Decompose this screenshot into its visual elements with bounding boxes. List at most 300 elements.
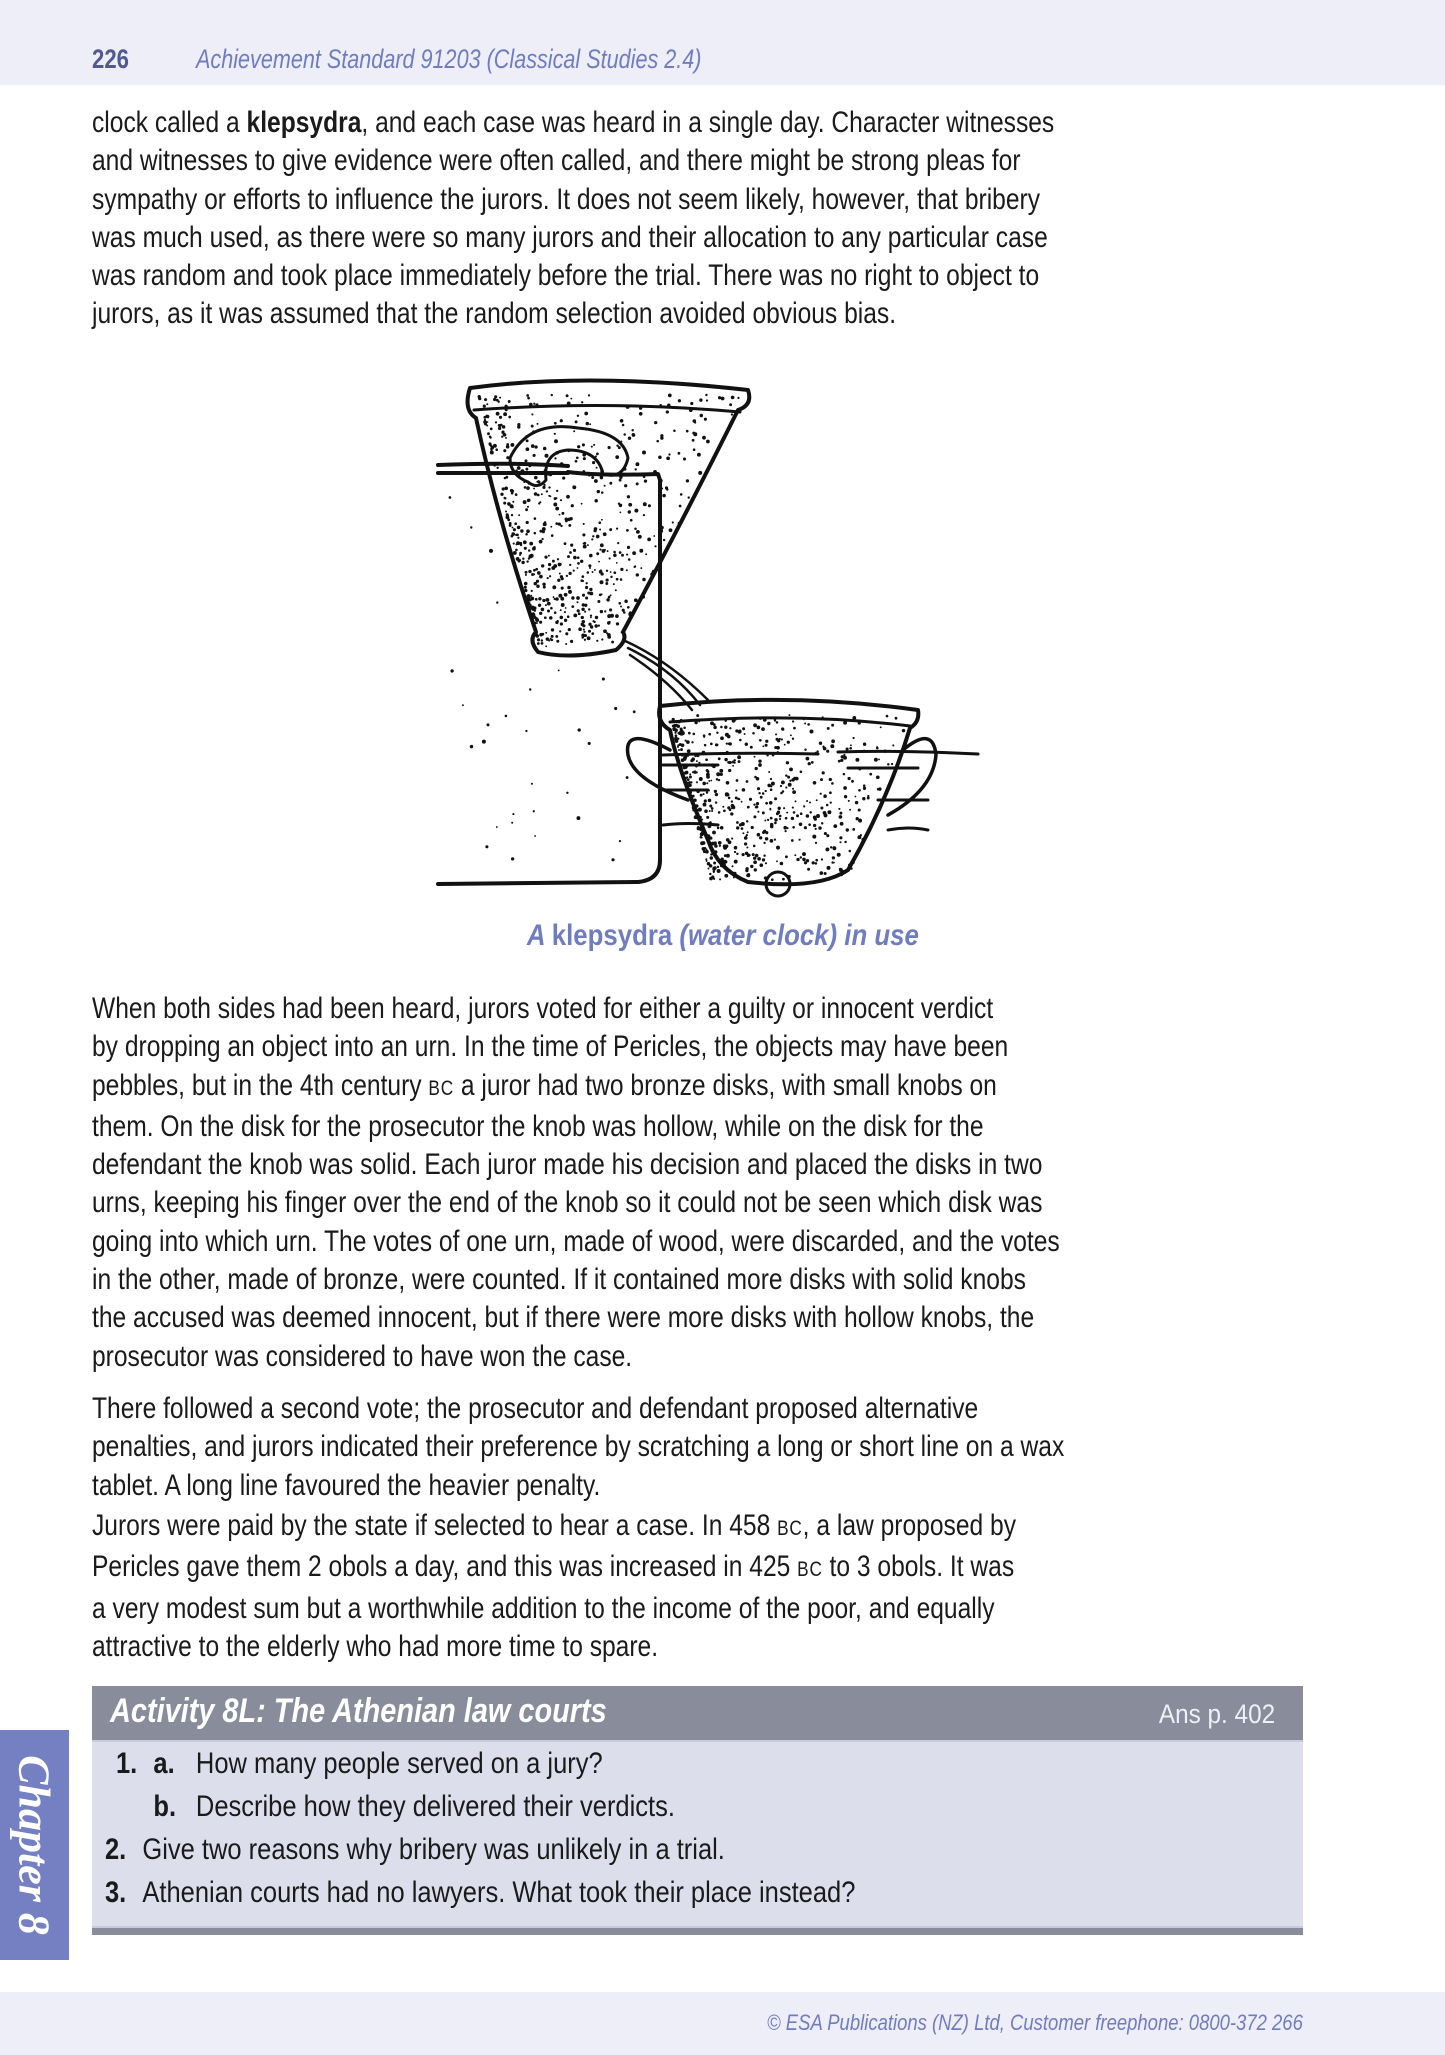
stipple-dot bbox=[511, 514, 513, 516]
stipple-dot bbox=[712, 831, 716, 835]
stipple-dot bbox=[554, 439, 558, 443]
stipple-dot bbox=[730, 812, 733, 815]
stipple-dot bbox=[731, 396, 735, 400]
stipple-dot bbox=[713, 723, 716, 726]
stipple-dot bbox=[623, 433, 626, 436]
stipple-dot bbox=[545, 645, 547, 647]
stipple-dot bbox=[727, 806, 730, 809]
stipple-dot bbox=[541, 639, 543, 641]
stipple-dot bbox=[774, 718, 777, 721]
stipple-dot bbox=[545, 454, 549, 458]
stipple-dot bbox=[684, 765, 687, 768]
stipple-dot bbox=[620, 568, 623, 571]
stipple-dot bbox=[796, 814, 799, 817]
stipple-dot bbox=[672, 718, 675, 721]
stipple-dot bbox=[785, 830, 787, 832]
stipple-dot bbox=[809, 801, 811, 803]
stipple-dot bbox=[703, 793, 705, 795]
stipple-dot bbox=[650, 572, 654, 576]
stipple-dot bbox=[753, 845, 756, 848]
stipple-dot bbox=[668, 394, 672, 398]
stipple-dot bbox=[780, 862, 784, 866]
stipple-dot bbox=[591, 476, 594, 479]
stipple-dot bbox=[719, 769, 723, 773]
stipple-dot bbox=[711, 876, 714, 879]
stipple-dot bbox=[804, 723, 806, 725]
stipple-dot bbox=[780, 785, 782, 787]
stipple-dot bbox=[724, 758, 727, 761]
stipple-dot bbox=[582, 620, 585, 623]
stipple-dot bbox=[542, 486, 545, 489]
stipple-dot bbox=[531, 573, 534, 576]
stipple-dot bbox=[705, 394, 707, 396]
stipple-dot bbox=[620, 606, 622, 608]
stipple-dot bbox=[800, 823, 802, 825]
intro-paragraph bbox=[92, 104, 1306, 334]
stipple-dot bbox=[695, 804, 698, 807]
stipple-dot bbox=[588, 630, 591, 633]
stipple-dot bbox=[609, 482, 612, 485]
text-span: attractive to the elderly who had more time to spare. bbox=[92, 1629, 659, 1663]
stipple-dot bbox=[525, 459, 528, 462]
stipple-dot bbox=[692, 806, 695, 809]
stipple-dot bbox=[702, 782, 706, 786]
stipple-dot bbox=[759, 863, 763, 867]
stipple-dot bbox=[867, 797, 870, 800]
stipple-dot bbox=[774, 818, 777, 821]
stipple-dot bbox=[560, 525, 562, 527]
stipple-dot bbox=[858, 808, 861, 811]
stipple-dot bbox=[825, 847, 829, 851]
stipple-dot bbox=[827, 810, 831, 814]
era-abbreviation: BC bbox=[428, 1076, 455, 1100]
stipple-dot bbox=[470, 526, 472, 528]
stipple-dot bbox=[852, 716, 856, 720]
stipple-dot bbox=[511, 532, 515, 536]
stipple-dot bbox=[493, 444, 497, 448]
stipple-dot bbox=[517, 466, 521, 470]
stipple-dot bbox=[517, 537, 519, 539]
stipple-dot bbox=[758, 763, 762, 767]
stipple-dot bbox=[838, 760, 841, 763]
stipple-dot bbox=[591, 538, 593, 540]
stipple-dot bbox=[590, 617, 592, 619]
stipple-dot bbox=[824, 872, 827, 875]
stipple-dot bbox=[843, 773, 846, 776]
text-span: the accused was deemed innocent, but if there were more disks with hollow knobs, the bbox=[92, 1301, 1035, 1335]
stipple-dot bbox=[485, 415, 488, 418]
stipple-dot bbox=[626, 554, 628, 556]
stipple-dot bbox=[895, 717, 898, 720]
stipple-dot bbox=[815, 862, 818, 865]
paragraph bbox=[92, 1507, 1306, 1666]
stipple-dot bbox=[660, 526, 664, 530]
stipple-dot bbox=[616, 444, 618, 446]
stipple-dot bbox=[858, 721, 861, 724]
text-line bbox=[92, 1299, 1306, 1337]
stipple-dot bbox=[619, 551, 622, 554]
stipple-dot bbox=[680, 748, 683, 751]
stipple-dot bbox=[758, 760, 761, 763]
stipple-dot bbox=[571, 504, 574, 507]
stipple-dot bbox=[726, 751, 729, 754]
stipple-dot bbox=[830, 744, 834, 748]
stipple-dot bbox=[732, 765, 734, 767]
stipple-dot bbox=[748, 873, 750, 875]
stipple-dot bbox=[537, 494, 540, 497]
stipple-dot bbox=[527, 397, 530, 400]
stipple-dot bbox=[572, 485, 576, 489]
stipple-dot bbox=[536, 622, 538, 624]
stipple-dot bbox=[781, 738, 783, 740]
stipple-dot bbox=[596, 640, 598, 642]
stipple-dot bbox=[755, 767, 758, 770]
stipple-dot bbox=[719, 845, 721, 847]
stipple-dot bbox=[892, 744, 894, 746]
stipple-dot bbox=[654, 421, 657, 424]
stipple-dot bbox=[538, 597, 541, 600]
stipple-dot bbox=[573, 430, 575, 432]
stipple-dot bbox=[632, 433, 636, 437]
stipple-dot bbox=[870, 720, 872, 722]
stipple-dot bbox=[702, 436, 706, 440]
stipple-dot bbox=[450, 669, 453, 672]
stipple-dot bbox=[503, 502, 506, 505]
stipple-dot bbox=[770, 788, 773, 791]
stipple-dot bbox=[634, 509, 638, 513]
text-line bbox=[92, 1108, 1306, 1146]
stipple-dot bbox=[559, 630, 561, 632]
stipple-dot bbox=[831, 861, 833, 863]
question-number: 1. bbox=[116, 1747, 138, 1780]
stipple-dot bbox=[756, 802, 759, 805]
stipple-dot bbox=[535, 403, 538, 406]
stipple-dot bbox=[636, 482, 639, 485]
stipple-dot bbox=[643, 514, 645, 516]
stipple-dot bbox=[555, 635, 558, 638]
stipple-dot bbox=[546, 490, 548, 492]
stipple-dot bbox=[860, 767, 862, 769]
stipple-dot bbox=[687, 778, 690, 781]
text-line bbox=[92, 1338, 1306, 1376]
stipple-dot bbox=[577, 567, 579, 569]
stipple-dot bbox=[600, 580, 604, 584]
stipple-dot bbox=[550, 639, 553, 642]
stipple-dot bbox=[543, 447, 547, 451]
stipple-dot bbox=[525, 435, 528, 438]
stipple-dot bbox=[720, 736, 724, 740]
stipple-dot bbox=[754, 776, 757, 779]
stipple-dot bbox=[779, 738, 781, 740]
stipple-dot bbox=[636, 530, 640, 534]
stipple-dot bbox=[839, 836, 842, 839]
stipple-dot bbox=[544, 556, 547, 559]
stipple-dot bbox=[594, 479, 598, 483]
stipple-dot bbox=[694, 721, 697, 724]
stipple-dot bbox=[541, 633, 544, 636]
stipple-dot bbox=[764, 820, 766, 822]
stipple-dot bbox=[736, 821, 739, 824]
stipple-dot bbox=[527, 506, 529, 508]
term-klepsydra: klepsydra bbox=[246, 106, 362, 139]
klepsydra-illustration bbox=[418, 370, 1003, 900]
stipple-dot bbox=[741, 827, 744, 830]
stipple-dot bbox=[731, 804, 735, 808]
stipple-dot bbox=[695, 765, 698, 768]
stipple-dot bbox=[690, 759, 693, 762]
stipple-dot bbox=[694, 755, 696, 757]
stipple-dot bbox=[470, 745, 473, 748]
stipple-dot bbox=[577, 562, 580, 565]
stipple-dot bbox=[738, 730, 742, 734]
stipple-dot bbox=[487, 432, 490, 435]
stipple-dot bbox=[537, 480, 539, 482]
stipple-dot bbox=[722, 863, 726, 867]
stipple-dot bbox=[567, 555, 570, 558]
stipple-dot bbox=[706, 791, 708, 793]
stipple-dot bbox=[699, 816, 702, 819]
stipple-dot bbox=[595, 455, 597, 457]
stipple-dot bbox=[816, 814, 820, 818]
stipple-dot bbox=[691, 741, 693, 743]
stipple-dot bbox=[628, 558, 631, 561]
stipple-dot bbox=[604, 485, 606, 487]
stipple-dot bbox=[502, 487, 505, 490]
stipple-dot bbox=[555, 597, 559, 601]
stipple-dot bbox=[754, 868, 757, 871]
stipple-dot bbox=[599, 529, 601, 531]
stipple-dot bbox=[745, 752, 748, 755]
stipple-dot bbox=[778, 807, 781, 810]
stipple-dot bbox=[528, 482, 530, 484]
stipple-dot bbox=[570, 544, 573, 547]
stipple-dot bbox=[601, 638, 603, 640]
stipple-dot bbox=[719, 878, 721, 880]
stipple-dot bbox=[696, 772, 698, 774]
stipple-dot bbox=[843, 756, 847, 760]
stipple-dot bbox=[573, 570, 575, 572]
stipple-dot bbox=[634, 528, 637, 531]
stipple-dot bbox=[723, 809, 726, 812]
stipple-dot bbox=[554, 422, 557, 425]
stipple-dot bbox=[518, 514, 520, 516]
stipple-dot bbox=[498, 427, 501, 430]
stipple-dot bbox=[706, 399, 708, 401]
text-line bbox=[92, 1184, 1306, 1222]
stipple-dot bbox=[525, 468, 528, 471]
stipple-dot bbox=[812, 835, 816, 839]
stipple-dot bbox=[548, 563, 551, 566]
stipple-dot bbox=[551, 628, 554, 631]
stipple-dot bbox=[704, 744, 707, 747]
stipple-dot bbox=[600, 610, 603, 613]
era-abbreviation: BC bbox=[797, 1558, 823, 1582]
stipple-dot bbox=[534, 835, 536, 837]
stipple-dot bbox=[541, 538, 543, 540]
stipple-dot bbox=[627, 495, 630, 498]
question-3 bbox=[105, 1876, 855, 1910]
stipple-dot bbox=[827, 866, 831, 870]
stipple-dot bbox=[706, 769, 709, 772]
stipple-dot bbox=[592, 620, 594, 622]
stipple-dot bbox=[742, 853, 745, 856]
stipple-dot bbox=[733, 877, 735, 879]
stipple-dot bbox=[573, 556, 577, 560]
stipple-dot bbox=[728, 869, 731, 872]
paragraph bbox=[92, 990, 1306, 1376]
stipple-dot bbox=[610, 571, 612, 573]
stipple-dot bbox=[525, 571, 528, 574]
stipple-dot bbox=[763, 718, 767, 722]
stipple-dot bbox=[858, 789, 861, 792]
stipple-dot bbox=[745, 742, 748, 745]
stipple-dot bbox=[803, 805, 805, 807]
stipple-dot bbox=[838, 808, 840, 810]
stipple-dot bbox=[580, 579, 583, 582]
stipple-dot bbox=[833, 824, 837, 828]
stipple-dot bbox=[525, 533, 528, 536]
stipple-dot bbox=[522, 558, 524, 560]
stipple-dot bbox=[613, 571, 616, 574]
stipple-dot bbox=[717, 869, 721, 873]
chapter-tab[interactable] bbox=[0, 1730, 69, 1960]
stipple-dot bbox=[785, 786, 787, 788]
stipple-dot bbox=[714, 790, 717, 793]
stipple-dot bbox=[878, 758, 880, 760]
stipple-dot bbox=[887, 763, 889, 765]
stipple-dot bbox=[658, 547, 662, 551]
stipple-dot bbox=[713, 726, 717, 730]
stipple-dot bbox=[594, 499, 598, 503]
stipple-dot bbox=[813, 781, 817, 785]
stipple-dot bbox=[774, 797, 777, 800]
stipple-dot bbox=[720, 826, 724, 830]
stipple-dot bbox=[734, 851, 736, 853]
stipple-dot bbox=[640, 567, 642, 569]
stipple-dot bbox=[496, 412, 500, 416]
stipple-dot bbox=[519, 554, 521, 556]
stipple-dot bbox=[753, 860, 757, 864]
stipple-dot bbox=[811, 761, 814, 764]
stipple-dot bbox=[596, 552, 599, 555]
stipple-texture bbox=[449, 394, 906, 882]
stipple-dot bbox=[693, 798, 697, 802]
stipple-dot bbox=[815, 859, 818, 862]
stipple-dot bbox=[830, 801, 832, 803]
stipple-dot bbox=[843, 721, 847, 725]
stipple-dot bbox=[526, 598, 528, 600]
stipple-dot bbox=[595, 616, 598, 619]
stipple-dot bbox=[791, 839, 794, 842]
stipple-dot bbox=[642, 578, 646, 582]
stipple-dot bbox=[763, 830, 766, 833]
stipple-dot bbox=[788, 714, 790, 716]
text-span: prosecutor was considered to have won the case. bbox=[92, 1339, 633, 1373]
stipple-dot bbox=[531, 621, 535, 625]
stipple-dot bbox=[716, 772, 720, 776]
stipple-dot bbox=[615, 614, 619, 618]
text-span: Jurors were paid by the state if selected to hear a case. In 458 bbox=[92, 1509, 778, 1542]
stipple-dot bbox=[852, 737, 854, 739]
stipple-dot bbox=[659, 404, 662, 407]
stipple-dot bbox=[659, 529, 663, 533]
stipple-dot bbox=[706, 440, 710, 444]
stipple-dot bbox=[489, 549, 493, 553]
stipple-dot bbox=[539, 575, 543, 579]
stipple-dot bbox=[757, 833, 761, 837]
stipple-dot bbox=[600, 543, 604, 547]
stipple-dot bbox=[542, 527, 546, 531]
stipple-dot bbox=[674, 728, 678, 732]
stipple-dot bbox=[532, 547, 536, 551]
stipple-dot bbox=[703, 803, 707, 807]
stipple-dot bbox=[560, 622, 563, 625]
stipple-dot bbox=[616, 528, 618, 530]
page-header bbox=[0, 0, 1445, 85]
stipple-dot bbox=[686, 479, 689, 482]
stipple-dot bbox=[535, 568, 538, 571]
stipple-dot bbox=[524, 486, 527, 489]
stipple-dot bbox=[529, 599, 532, 602]
stipple-dot bbox=[586, 582, 588, 584]
stipple-dot bbox=[584, 412, 588, 416]
stipple-dot bbox=[788, 783, 792, 787]
stipple-dot bbox=[578, 627, 582, 631]
chapter-label: Chapter 8 bbox=[9, 1755, 59, 1935]
stipple-dot bbox=[587, 636, 591, 640]
question-sub: a. bbox=[153, 1747, 175, 1780]
stipple-dot bbox=[809, 811, 811, 813]
stipple-dot bbox=[565, 607, 567, 609]
question-text: Give two reasons why bribery was unlikely in a trial. bbox=[142, 1833, 725, 1866]
stipple-dot bbox=[639, 549, 643, 553]
stipple-dot bbox=[699, 777, 703, 781]
stipple-dot bbox=[616, 622, 619, 625]
stipple-dot bbox=[791, 778, 795, 782]
stipple-dot bbox=[552, 560, 555, 563]
stipple-dot bbox=[816, 750, 818, 752]
stipple-dot bbox=[549, 473, 553, 477]
stipple-dot bbox=[753, 815, 756, 818]
stipple-dot bbox=[696, 790, 700, 794]
stipple-dot bbox=[807, 868, 810, 871]
stipple-dot bbox=[615, 455, 619, 459]
stipple-dot bbox=[734, 718, 737, 721]
stipple-dot bbox=[762, 811, 765, 814]
stipple-dot bbox=[823, 794, 827, 798]
stipple-dot bbox=[689, 773, 691, 775]
stipple-dot bbox=[559, 573, 561, 575]
stipple-dot bbox=[765, 744, 768, 747]
stipple-dot bbox=[504, 486, 508, 490]
stipple-dot bbox=[839, 815, 843, 819]
stipple-dot bbox=[551, 635, 554, 638]
stipple-dot bbox=[523, 540, 527, 544]
stipple-dot bbox=[634, 468, 636, 470]
stipple-dot bbox=[496, 467, 498, 469]
text-line bbox=[92, 1428, 1306, 1466]
stipple-dot bbox=[863, 787, 866, 790]
stipple-dot bbox=[548, 486, 550, 488]
stipple-dot bbox=[792, 738, 794, 740]
stipple-dot bbox=[731, 838, 733, 840]
stipple-dot bbox=[760, 796, 763, 799]
stipple-dot bbox=[529, 688, 531, 690]
stipple-dot bbox=[721, 858, 724, 861]
stipple-dot bbox=[548, 568, 551, 571]
stipple-dot bbox=[708, 780, 710, 782]
stipple-dot bbox=[626, 776, 629, 779]
